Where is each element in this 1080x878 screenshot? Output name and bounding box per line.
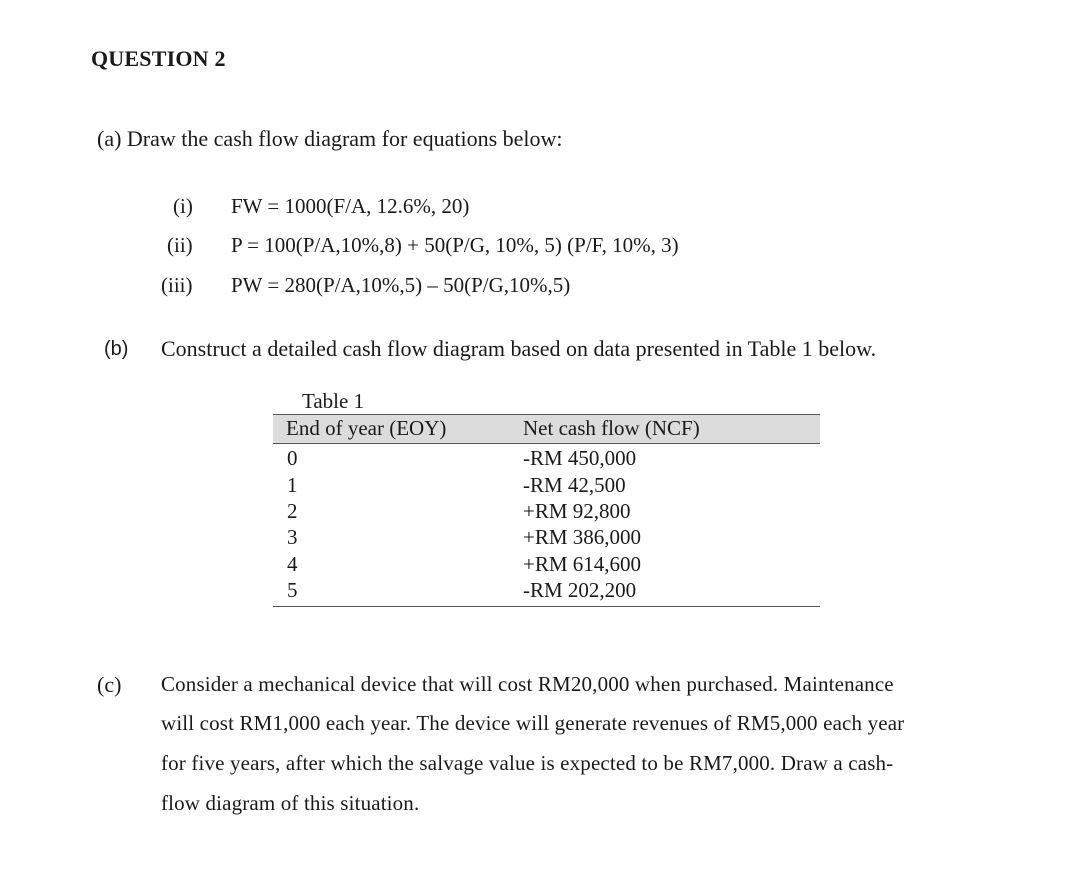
- cell-eoy: 1: [287, 473, 298, 497]
- equation-text: PW = 280(P/A,10%,5) – 50(P/G,10%,5): [231, 273, 571, 297]
- table-row: [273, 578, 820, 605]
- cell-eoy: 4: [287, 552, 298, 576]
- cell-ncf: +RM 614,600: [523, 552, 642, 576]
- part-c-line: Consider a mechanical device that will cost RM20,000 when purchased. Maintenance: [161, 672, 894, 696]
- equation-text: FW = 1000(F/A, 12.6%, 20): [231, 194, 470, 218]
- equation-number: (i): [173, 194, 193, 218]
- table-row: [273, 473, 820, 500]
- table-caption: Table 1: [302, 389, 365, 413]
- header-eoy: End of year (EOY): [286, 416, 447, 440]
- cell-ncf: +RM 92,800: [523, 499, 631, 523]
- equation-text: P = 100(P/A,10%,8) + 50(P/G, 10%, 5) (P/F, 10%, 3): [231, 233, 679, 257]
- cell-ncf: -RM 202,200: [523, 578, 637, 602]
- cell-eoy: 3: [287, 525, 298, 549]
- cell-ncf: -RM 450,000: [523, 446, 637, 470]
- table-row: [273, 446, 820, 473]
- equation-number: (ii): [167, 233, 193, 257]
- part-b-label: (b): [104, 338, 129, 360]
- table-row: [273, 552, 820, 579]
- cell-ncf: -RM 42,500: [523, 473, 626, 497]
- question-title: QUESTION 2: [91, 46, 226, 71]
- cell-eoy: 0: [287, 446, 298, 470]
- part-b-instruction: Construct a detailed cash flow diagram based on data presented in Table 1 below.: [161, 336, 877, 361]
- table-body: [273, 444, 820, 607]
- part-c-line: flow diagram of this situation.: [161, 791, 420, 815]
- table-row: [273, 499, 820, 526]
- cell-ncf: +RM 386,000: [523, 525, 642, 549]
- part-c-label: (c): [97, 672, 122, 697]
- equation-number: (iii): [161, 273, 193, 297]
- cell-eoy: 5: [287, 578, 298, 602]
- table-row: [273, 525, 820, 552]
- part-c-line: for five years, after which the salvage value is expected to be RM7,000. Draw a cash-: [161, 751, 894, 775]
- part-c-line: will cost RM1,000 each year. The device will generate revenues of RM5,000 each year: [161, 711, 905, 735]
- table-header: [273, 414, 820, 444]
- header-ncf: Net cash flow (NCF): [523, 416, 700, 440]
- part-a-instruction: (a) Draw the cash flow diagram for equations below:: [97, 126, 563, 151]
- cell-eoy: 2: [287, 499, 298, 523]
- cash-flow-table: [273, 414, 820, 607]
